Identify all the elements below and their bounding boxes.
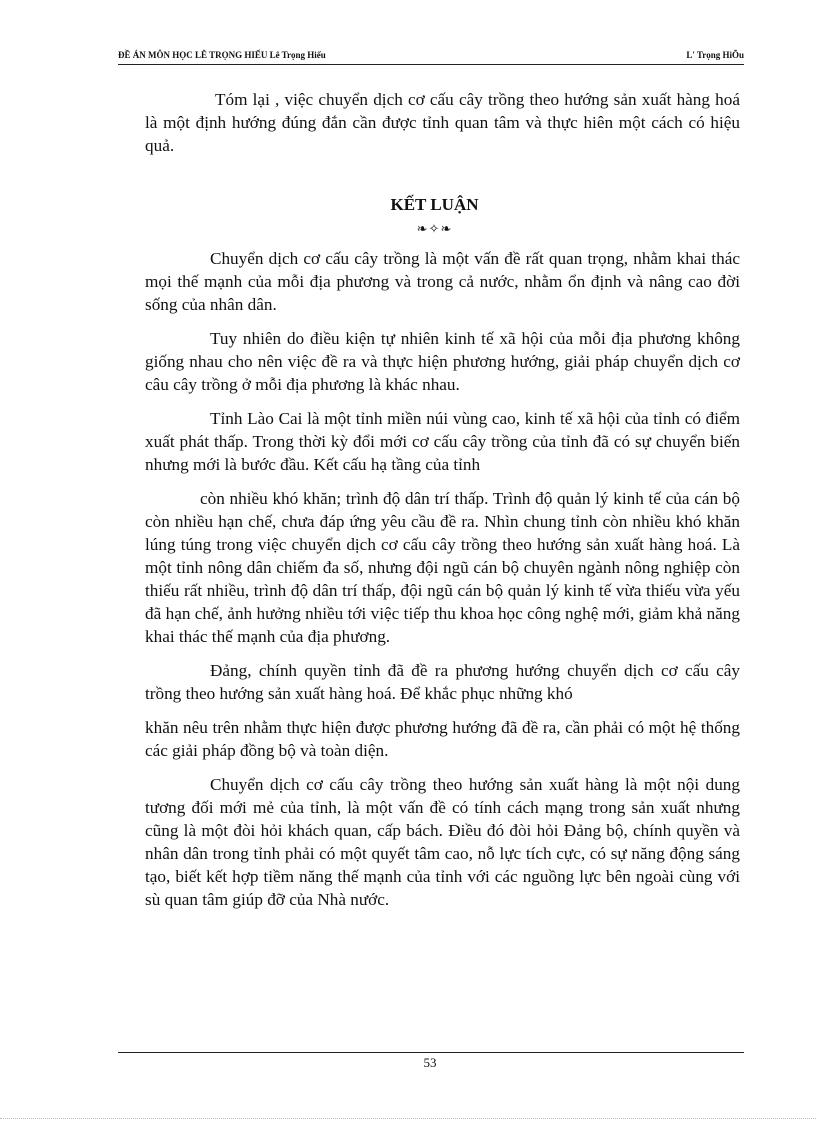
page-number: 53 — [423, 1055, 437, 1070]
header-left-text: ĐỀ ÁN MÔN HỌC LÊ TRỌNG HIẾU Lê Trọng Hiếu — [118, 50, 326, 60]
paragraph-6: khăn nêu trên nhằm thực hiện được phương hướng đã đề ra, cần phải có một hệ thống các giải pháp đồng bộ và toàn diện. — [145, 718, 740, 760]
paragraph-3: Tỉnh Lào Cai là một tỉnh miền núi vùng cao, kinh tế xã hội của tỉnh có điểm xuất phát thấp. Trong thời kỳ đổi mới cơ cấu cây trồng của tỉnh đã có sự chuyển biến nhưng mới là bước đầu. Kết cấu hạ tầng của tỉnh — [145, 409, 740, 474]
paragraph-5: Đảng, chính quyền tỉnh đã đề ra phương hướng chuyển dịch cơ cấu cây trồng theo hướng sản xuất hàng hoá. Để khắc phục những khó — [145, 661, 740, 703]
paragraph-4: còn nhiều khó khăn; trình độ dân trí thấp. Trình độ quản lý kinh tế của cán bộ còn nhiều hạn chế, chưa đáp ứng yêu cầu đề ra. Nhìn chung tỉnh còn nhiều khó khăn lúng túng trong việc chuyển dịch cơ cấu cây trồng theo hướng sản xuất hàng hoá. Là một tỉnh nông dân chiếm đa số, nhưng đội ngũ cán bộ chuyên ngành nông nghiệp còn thiếu rất nhiều, trình độ dân trí thấp, đội ngũ cán bộ quản lý kinh tế vừa thiếu vừa yếu đã hạn chế, ảnh hưởng nhiều tới việc tiếp thu khoa học công nghệ mới, giảm khả năng khai thác thế mạnh của địa phương. — [145, 489, 740, 646]
page-header — [118, 50, 744, 65]
paragraph-1: Chuyển dịch cơ cấu cây trồng là một vấn đề rất quan trọng, nhằm khai thác mọi thế mạnh của mỗi địa phương và trong cả nước, nhằm ổn định và nâng cao đời sống của nhân dân. — [145, 249, 740, 314]
page-content — [145, 88, 740, 911]
section-title: KẾT LUẬN — [390, 195, 479, 214]
ornament-icon: ❧✧❧ — [416, 221, 453, 236]
paragraph-2: Tuy nhiên do điều kiện tự nhiên kinh tế xã hội của mỗi địa phương không giống nhau cho nên việc đề ra và thực hiện phương hướng, giải pháp chuyển dịch cơ câu cây trồng ở mỗi địa phương là khác nhau. — [145, 329, 740, 394]
header-right-text: L' Trọng HiÕu — [686, 50, 744, 60]
page-edge — [0, 1118, 816, 1119]
paragraph-7: Chuyển dịch cơ cấu cây trồng theo hướng sản xuất hàng là một nội dung tương đối mới mẻ của tỉnh, là một vấn đề có tính cách mạng trong sản xuất nhưng cũng là một đòi hỏi khách quan, cấp bách. Điều đó đòi hỏi Đảng bộ, chính quyền và nhân dân trong tỉnh phải có một quyết tâm cao, nỗ lực tích cực, có sự năng động sáng tạo, biết kết hợp tiềm năng thế mạnh của tỉnh với các nguồng lực bên ngoài cùng với sù quan tâm giúp đỡ của Nhà nước. — [145, 775, 740, 909]
intro-paragraph: Tóm lại , việc chuyển dịch cơ cấu cây trồng theo hướng sản xuất hàng hoá là một định hướng đúng đắn cần được tỉnh quan tâm và thực hiên một cách có hiệu quả. — [145, 90, 740, 155]
footer-divider — [118, 1052, 744, 1053]
